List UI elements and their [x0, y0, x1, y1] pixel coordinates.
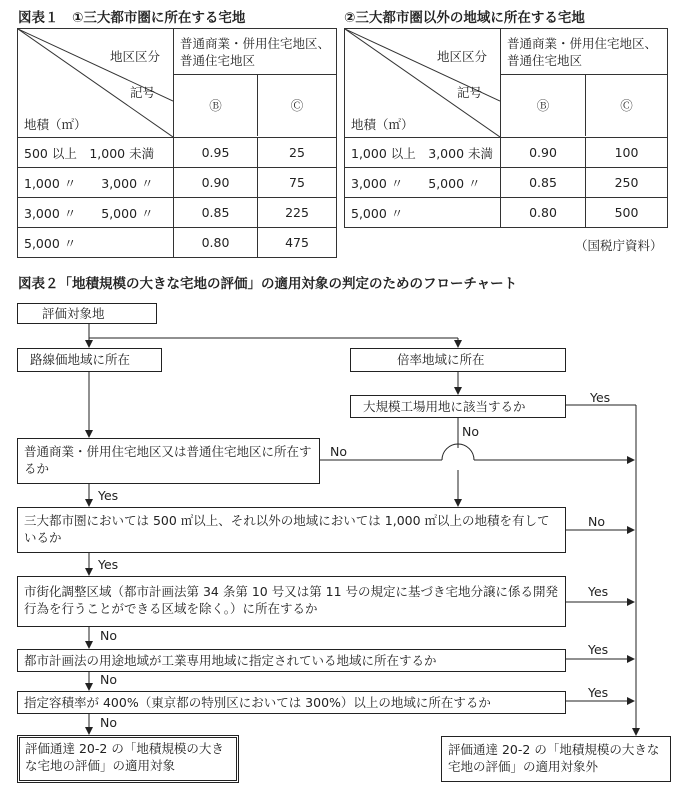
table1-title: 図表１ ①三大都市圏に所在する宅地	[18, 10, 246, 26]
no-label: No	[100, 715, 117, 730]
row-range: 1,000 以上 3,000 未満	[345, 138, 501, 168]
factory-question: 大規模工場用地に該当するか	[350, 395, 566, 418]
flowchart-title: 図表２「地積規模の大きな宅地の評価」の適用対象の判定のためのフローチャート	[18, 276, 518, 292]
urbanization-question: 市街化調整区域（都市計画法第 34 条第 10 号又は第 11 号の規定に基づき宅地分譲に係る開発行為を行うことができる区域を除く。）に所在するか	[17, 576, 566, 627]
yes-label: Yes	[590, 390, 611, 405]
yes-label: Yes	[588, 685, 609, 700]
header-symbol-label: 記号	[130, 85, 156, 100]
header-symbol-label: 記号	[457, 85, 483, 100]
col-b-header: Ⓑ	[174, 75, 258, 136]
yes-label: Yes	[588, 642, 609, 657]
row-c: 500	[586, 198, 668, 228]
row-c: 25	[258, 138, 337, 168]
row-b: 0.90	[174, 168, 258, 198]
row-b: 0.95	[174, 138, 258, 168]
yes-label: Yes	[588, 584, 609, 599]
table2-title: ②三大都市圏以外の地域に所在する宅地	[344, 10, 585, 26]
row-c: 75	[258, 168, 337, 198]
row-range: 500 以上 1,000 未満	[18, 138, 174, 168]
result-applicable-box: 評価通達 20-2 の「地積規模の大きな宅地の評価」の適用対象	[17, 735, 239, 783]
area-question: 三大都市圏においては 500 ㎡以上、それ以外の地域においては 1,000 ㎡以上の地積を有しているか	[17, 507, 566, 553]
col-c-header: Ⓒ	[620, 98, 633, 113]
row-c: 100	[586, 138, 668, 168]
no-label: No	[100, 628, 117, 643]
row-range: 5,000 〃	[345, 198, 501, 228]
col1-header: 普通商業・併用住宅地区、普通住宅地区	[174, 29, 336, 75]
col-c-header: Ⓒ	[290, 98, 304, 113]
row-b: 0.90	[501, 138, 586, 168]
col-b-header: Ⓑ	[501, 75, 586, 136]
row-b: 0.80	[174, 228, 258, 258]
row-b: 0.85	[174, 198, 258, 228]
row-range: 1,000 〃 3,000 〃	[18, 168, 174, 198]
result-not-applicable-box: 評価通達 20-2 の「地積規模の大きな宅地の評価」の適用対象外	[441, 736, 671, 782]
row-b: 0.85	[501, 168, 586, 198]
header-area-label: 地積（㎡）	[24, 117, 87, 132]
row-c: 250	[586, 168, 668, 198]
header-area-label: 地積（㎡）	[351, 117, 414, 132]
yes-label: Yes	[98, 488, 119, 503]
yes-label: Yes	[98, 557, 119, 572]
floor-area-ratio-question: 指定容積率が 400%（東京都の特別区においては 300%）以上の地域に所在するか	[17, 691, 566, 714]
row-c: 475	[258, 228, 337, 258]
row-b: 0.80	[501, 198, 586, 228]
multiplier-box: 倍率地域に所在	[350, 348, 566, 372]
start-box: 評価対象地	[17, 303, 157, 324]
row-range: 5,000 〃	[18, 228, 174, 258]
no-label: No	[588, 514, 605, 529]
no-label: No	[462, 424, 479, 439]
header-zone-label: 地区区分	[437, 49, 488, 64]
row-range: 3,000 〃 5,000 〃	[18, 198, 174, 228]
row-range: 3,000 〃 5,000 〃	[345, 168, 501, 198]
source-note: （国税庁資料）	[575, 238, 663, 253]
no-label: No	[100, 672, 117, 687]
zone-question: 普通商業・併用住宅地区又は普通住宅地区に所在するか	[17, 438, 320, 484]
row-c: 225	[258, 198, 337, 228]
no-label: No	[330, 444, 347, 459]
road-price-box: 路線価地域に所在	[17, 348, 162, 372]
header-zone-label: 地区区分	[110, 49, 161, 64]
col1-header: 普通商業・併用住宅地区、普通住宅地区	[501, 29, 667, 75]
industrial-question: 都市計画法の用途地域が工業専用地域に指定されている地域に所在するか	[17, 649, 566, 672]
